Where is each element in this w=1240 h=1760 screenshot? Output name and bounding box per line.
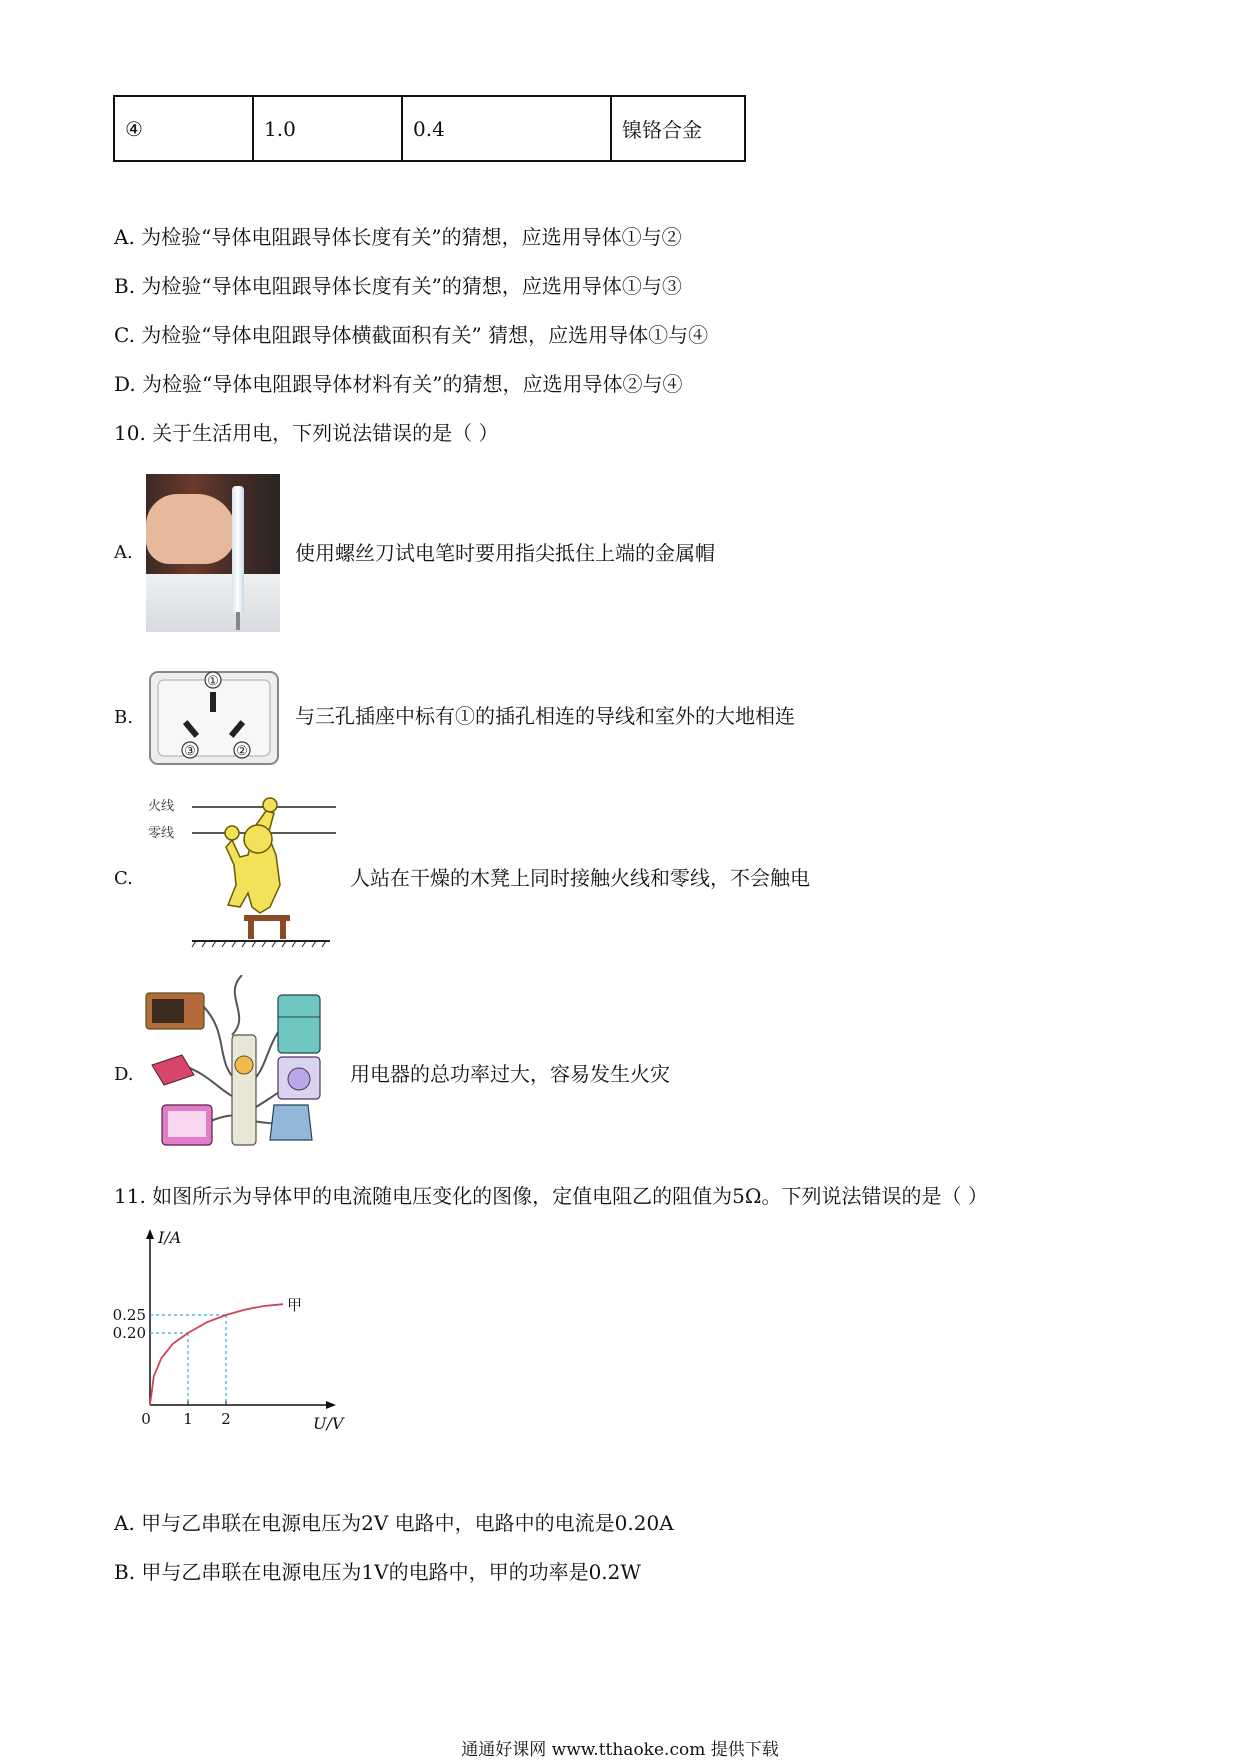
table-cell: 0.4 (402, 96, 611, 161)
series-label: 甲 (287, 1296, 303, 1315)
q11-option-a: A. 甲与乙串联在电源电压为2V 电路中，电路中的电流是0.20A (114, 1511, 674, 1535)
q9-option-a: A. 为检验“导体电阻跟导体长度有关”的猜想，应选用导体①与② (114, 225, 682, 249)
q9-option-c: C. 为检验“导体电阻跟导体横截面积有关” 猜想，应选用导体①与④ (114, 323, 709, 347)
q10-stem: 10. 关于生活用电，下列说法错误的是（ ） (114, 421, 499, 445)
live-wire-label: 火线 (148, 799, 175, 814)
socket-label-1: ① (207, 674, 219, 689)
x-tick-label-2: 2 (221, 1410, 231, 1428)
person-on-stool-figure (140, 795, 340, 955)
q10-option-d-text: 用电器的总功率过大，容易发生火灾 (350, 1062, 670, 1086)
tester-pen-photo (146, 474, 280, 632)
q11-option-b: B. 甲与乙串联在电源电压为1V的电路中，甲的功率是0.2W (114, 1560, 641, 1584)
q9-option-d: D. 为检验“导体电阻跟导体材料有关”的猜想，应选用导体②与④ (114, 372, 683, 396)
q9-option-b: B. 为检验“导体电阻跟导体长度有关”的猜想，应选用导体①与③ (114, 274, 682, 298)
q10-option-c-letter: C. (114, 868, 133, 889)
table-cell: 1.0 (253, 96, 402, 161)
origin-label: 0 (141, 1410, 151, 1428)
x-axis-label: U/V (313, 1414, 344, 1433)
q10-option-a-letter: A. (114, 542, 133, 563)
q10-option-d-letter: D. (114, 1064, 134, 1085)
neutral-wire-label: 零线 (148, 826, 175, 841)
x-tick-label-1: 1 (183, 1410, 193, 1428)
socket-label-3: ③ (184, 744, 196, 759)
q10-option-b-letter: B. (114, 707, 133, 728)
q10-option-a-text: 使用螺丝刀试电笔时要用指尖抵住上端的金属帽 (295, 541, 715, 565)
conductor-table (113, 95, 746, 162)
q11-stem: 11. 如图所示为导体甲的电流随电压变化的图像，定值电阻乙的阻值为5Ω。下列说法错误的是（ ） (114, 1184, 988, 1208)
table-row (114, 96, 745, 161)
q10-option-b-text: 与三孔插座中标有①的插孔相连的导线和室外的大地相连 (295, 704, 795, 728)
socket-label-2: ② (236, 744, 248, 759)
table-cell: ④ (114, 96, 253, 161)
page-footer: 通通好课网 www.tthaoke.com 提供下载 (461, 1740, 779, 1760)
q10-option-c-text: 人站在干燥的木凳上同时接触火线和零线，不会触电 (350, 866, 810, 890)
chart-layer (113, 1296, 302, 1428)
table-cell: 镍铬合金 (611, 96, 745, 161)
y-tick-label-0.20: 0.20 (112, 1324, 146, 1342)
x-axis-arrow (326, 1401, 336, 1409)
iv-graph (108, 1225, 358, 1435)
series-line-1 (150, 1304, 283, 1405)
y-axis-arrow (146, 1229, 154, 1239)
overloaded-socket-figure (142, 975, 347, 1165)
y-axis-label: I/A (158, 1228, 182, 1247)
y-tick-label-0.25: 0.25 (112, 1306, 146, 1324)
three-hole-socket-figure (146, 668, 282, 768)
